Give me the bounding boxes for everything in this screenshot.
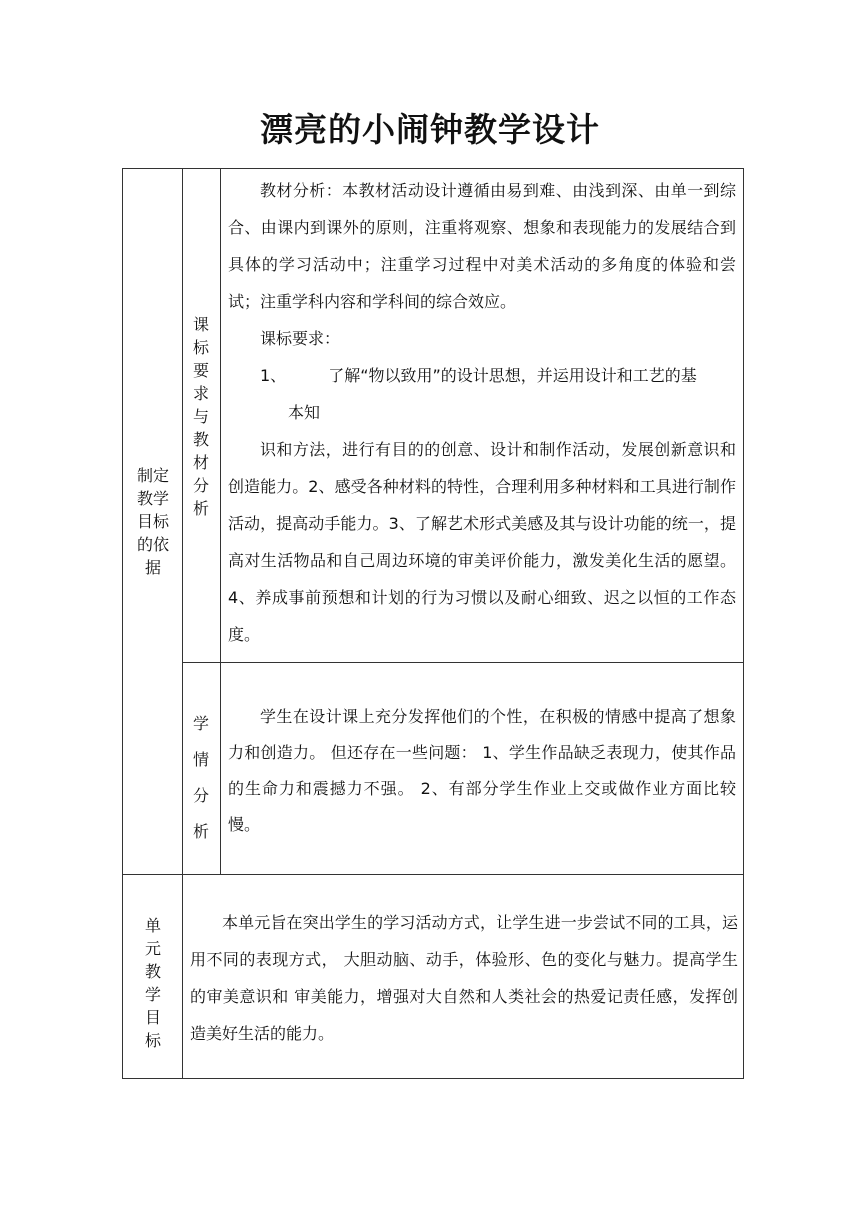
requirement-item-1-cont: 本知 <box>288 403 321 422</box>
table-divider-inner-col <box>220 168 221 874</box>
table-divider-mid <box>182 662 744 663</box>
page-title: 漂亮的小闹钟教学设计 <box>260 110 600 149</box>
student-analysis-content <box>228 699 736 843</box>
student-analysis-text: 学生在设计课上充分发挥他们的个性，在积极的情感中提高了想象力和创造力。 但还存在一些问题： 1、学生作品缺乏表现力，使其作品的生命力和震撼力不强。 2、有部分学生作业上交或做作业方面比较慢。 <box>228 707 736 834</box>
label-student-analysis: 学 情 分 析 <box>192 714 209 841</box>
requirements-rest-text: 识和方法，进行有目的的创意、设计和制作活动，发展创新意识和创造能力。2、感受各种材料的特性，合理利用多种材料和工具进行制作活动，提高动手能力。3、了解艺术形式美感及其与设计功能的统一，提高对生活物品和自己周边环境的审美评价能力，激发美化生活的愿望。4、养成事前预想和计划的行为习惯以及耐心细致、迟之以恒的工作态度。 <box>228 440 736 644</box>
label-unit-goal: 单 元 教 学 目 标 <box>144 916 161 1050</box>
table-divider-section <box>122 874 744 875</box>
curriculum-content <box>228 172 736 653</box>
unit-goal-content <box>190 904 738 1052</box>
label-curriculum-analysis: 课 标 要 求 与 教 材 分 析 <box>192 315 209 518</box>
table-divider-outer-col <box>182 168 183 1079</box>
label-goal-basis: 制定 教学 目标 的依 据 <box>136 466 169 577</box>
table-border-bottom <box>122 1078 744 1079</box>
requirement-item-1: 1、 了解“物以致用”的设计思想，并运用设计和工艺的基 <box>260 366 697 385</box>
unit-goal-text: 本单元旨在突出学生的学习活动方式，让学生进一步尝试不同的工具，运用不同的表现方式， 大胆动脑、动手，体验形、色的变化与魅力。提高学生的审美意识和 审美能力，增强对大自然和人类社会的热爱记责任感，发挥创造美好生活的能力。 <box>190 913 738 1043</box>
requirements-heading: 课标要求： <box>260 329 341 348</box>
material-analysis-text: 教材分析：本教材活动设计遵循由易到难、由浅到深、由单一到综合、由课内到课外的原则，注重将观察、想象和表现能力的发展结合到具体的学习活动中；注重学习过程中对美术活动的多角度的体验和尝试；注重学科内容和学科间的综合效应。 <box>228 181 736 311</box>
table-border-top <box>122 168 744 169</box>
table-border-left <box>122 168 123 1079</box>
table-border-right <box>743 168 744 1079</box>
